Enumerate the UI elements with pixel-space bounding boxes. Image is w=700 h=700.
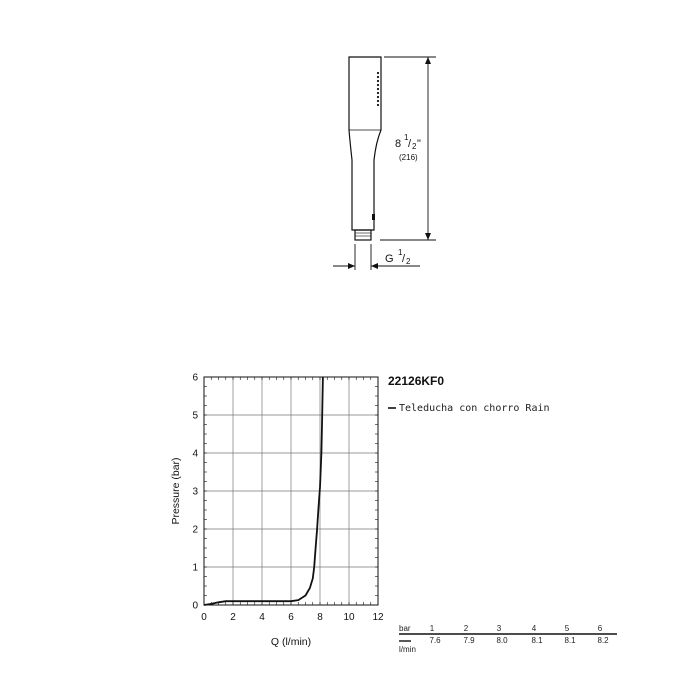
flow-table-pressure: 5 bbox=[564, 624, 570, 633]
y-tick-label: 1 bbox=[192, 562, 198, 574]
y-tick-label: 0 bbox=[192, 600, 198, 612]
y-tick-labels bbox=[192, 373, 198, 612]
flow-table-pressure: 2 bbox=[463, 624, 469, 633]
x-tick-label: 4 bbox=[259, 612, 265, 623]
height-dimension-metric: (216) bbox=[399, 153, 418, 162]
x-axis-label: Q (l/min) bbox=[270, 636, 312, 648]
flow-table-pressure-label: bar bbox=[399, 624, 411, 633]
flow-table-pressure: 3 bbox=[496, 624, 502, 633]
x-tick-label: 0 bbox=[201, 612, 207, 623]
flow-table-flow: 8.0 bbox=[496, 636, 508, 645]
legend-label: Teleducha con chorro Rain bbox=[399, 403, 550, 414]
y-tick-label: 4 bbox=[192, 448, 198, 460]
x-tick-label: 12 bbox=[372, 612, 384, 623]
y-tick-label: 5 bbox=[192, 410, 198, 422]
model-code: 22126KF0 bbox=[388, 374, 445, 388]
x-tick-label: 8 bbox=[317, 612, 323, 623]
thread-dimension-num: 1 bbox=[398, 248, 403, 257]
flow-table-flow: 7.6 bbox=[429, 636, 441, 645]
flow-table-flow: 8.2 bbox=[597, 636, 609, 645]
y-axis-label: Pressure (bar) bbox=[170, 457, 182, 525]
height-dimension-whole: 8 bbox=[395, 138, 402, 150]
flow-table-flow: 8.1 bbox=[531, 636, 543, 645]
x-tick-label: 10 bbox=[343, 612, 355, 623]
flow-table-flow: 8.1 bbox=[564, 636, 576, 645]
height-dimension-frac-den: 2 bbox=[412, 142, 417, 151]
flow-table-pressure: 4 bbox=[531, 624, 537, 633]
thread-dimension-prefix: G bbox=[385, 253, 394, 265]
height-dimension-frac-num: 1 bbox=[404, 133, 409, 142]
height-dimension-slash: / bbox=[408, 138, 412, 150]
flow-table bbox=[399, 624, 617, 654]
flow-table-pressure: 6 bbox=[597, 624, 603, 633]
thread-dimension-slash: / bbox=[402, 253, 406, 265]
x-tick-label: 2 bbox=[230, 612, 236, 623]
flow-table-flow-label: l/min bbox=[399, 645, 416, 654]
height-dimension-unit: " bbox=[417, 138, 421, 150]
y-tick-label: 2 bbox=[192, 524, 198, 536]
thread-dimension-den: 2 bbox=[406, 257, 411, 266]
flow-table-flow: 7.9 bbox=[463, 636, 475, 645]
flow-table-pressure: 1 bbox=[429, 624, 435, 633]
y-tick-label: 3 bbox=[192, 486, 198, 498]
y-tick-label: 6 bbox=[192, 372, 198, 384]
chart-grid bbox=[204, 377, 378, 605]
x-tick-label: 6 bbox=[288, 612, 294, 623]
x-tick-labels bbox=[201, 612, 384, 623]
